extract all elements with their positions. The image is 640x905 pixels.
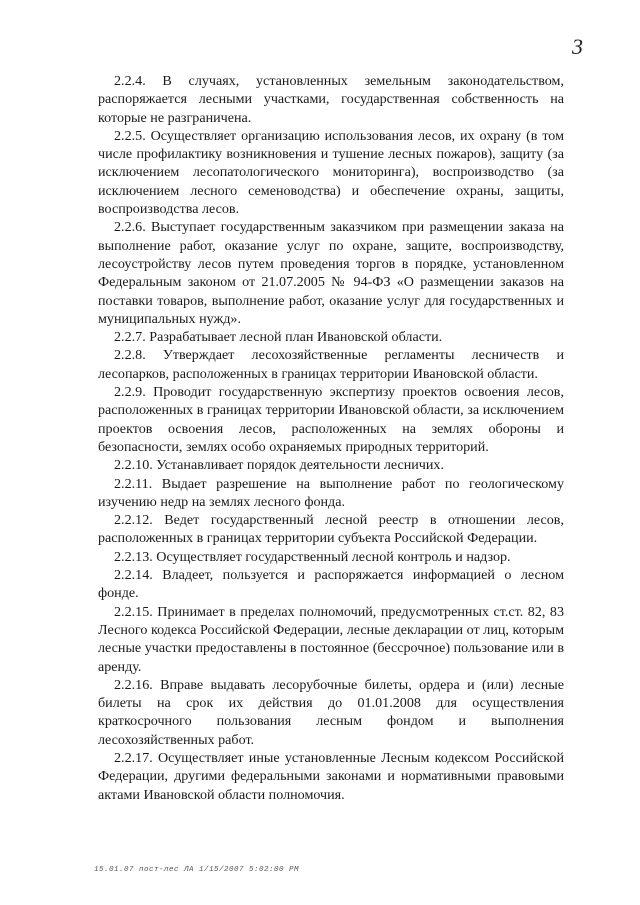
document-body	[98, 72, 564, 804]
paragraph-2-2-14: 2.2.14. Владеет, пользуется и распоряжается информацией о лесном фонде.	[98, 567, 564, 602]
paragraph-2-2-9: 2.2.9. Проводит государственную экспертизу проектов освоения лесов, расположенных в границах территории Ивановской области, за исключением проектов освоения лесов, расположенных на землях обороны и безопасности, землях особо охраняемых природных территорий.	[98, 384, 564, 455]
paragraph-2-2-5: 2.2.5. Осуществляет организацию использования лесов, их охрану (в том числе профилактику возникновения и тушение лесных пожаров), защиту (за исключением лесопатологического мониторинга), воспроизводство (за исключением лесного семеноводства) и обеспечение охраны, защиты, воспроизводства лесов.	[98, 127, 564, 218]
paragraph-2-2-16: 2.2.16. Вправе выдавать лесорубочные билеты, ордера и (или) лесные билеты на срок их действия до 01.01.2008 для осуществления краткосрочного пользования лесным фондом и выполнения лесохозяйственных работ.	[98, 676, 564, 748]
paragraph-2-2-13: 2.2.13. Осуществляет государственный лесной контроль и надзор.	[114, 548, 511, 565]
paragraph-2-2-4: 2.2.4. В случаях, установленных земельным законодательством, распоряжается лесными участками, государственная собственность на которые не разграничена.	[98, 73, 564, 126]
paragraph-2-2-8: 2.2.8. Утверждает лесохозяйственные регламенты лесничеств и лесопарков, расположенных в границах территории Ивановской области.	[98, 347, 564, 382]
paragraph-2-2-17: 2.2.17. Осуществляет иные установленные Лесным кодексом Российской Федерации, другими федеральными законами и нормативными правовыми актами Ивановской области полномочия.	[98, 749, 564, 803]
page-number: 3	[572, 34, 583, 59]
paragraph-2-2-12: 2.2.12. Ведет государственный лесной реестр в отношении лесов, расположенных в границах территории субъекта Российской Федерации.	[98, 512, 564, 547]
paragraph-2-2-6: 2.2.6. Выступает государственным заказчиком при размещении заказа на выполнение работ, оказание услуг по охране, защите, воспроизводству, лесоустройству лесов путем проведения торгов в порядке, установленном Федеральным законом от 21.07.2005 № 94-ФЗ «О размещении заказов на поставки товаров, выполнение работ, оказание услуг для государственных и муниципальных нужд».	[98, 219, 564, 327]
paragraph-2-2-15: 2.2.15. Принимает в пределах полномочий, предусмотренных ст.ст. 82, 83 Лесного кодекса Российской Федерации, лесные декларации от лиц, которым лесные участки предоставлены в постоянное (бессрочное) пользование или в аренду.	[98, 603, 564, 675]
paragraph-2-2-7: 2.2.7. Разрабатывает лесной план Ивановской области.	[114, 329, 443, 346]
paragraph-2-2-10: 2.2.10. Устанавливает порядок деятельности лесничих.	[114, 457, 445, 474]
paragraph-2-2-11: 2.2.11. Выдает разрешение на выполнение работ по геологическому изучению недр на землях лесного фонда.	[98, 475, 564, 510]
document-footer: 15.01.07 пост-лес ЛА 1/15/2007 5:02:00 PM	[94, 866, 300, 874]
